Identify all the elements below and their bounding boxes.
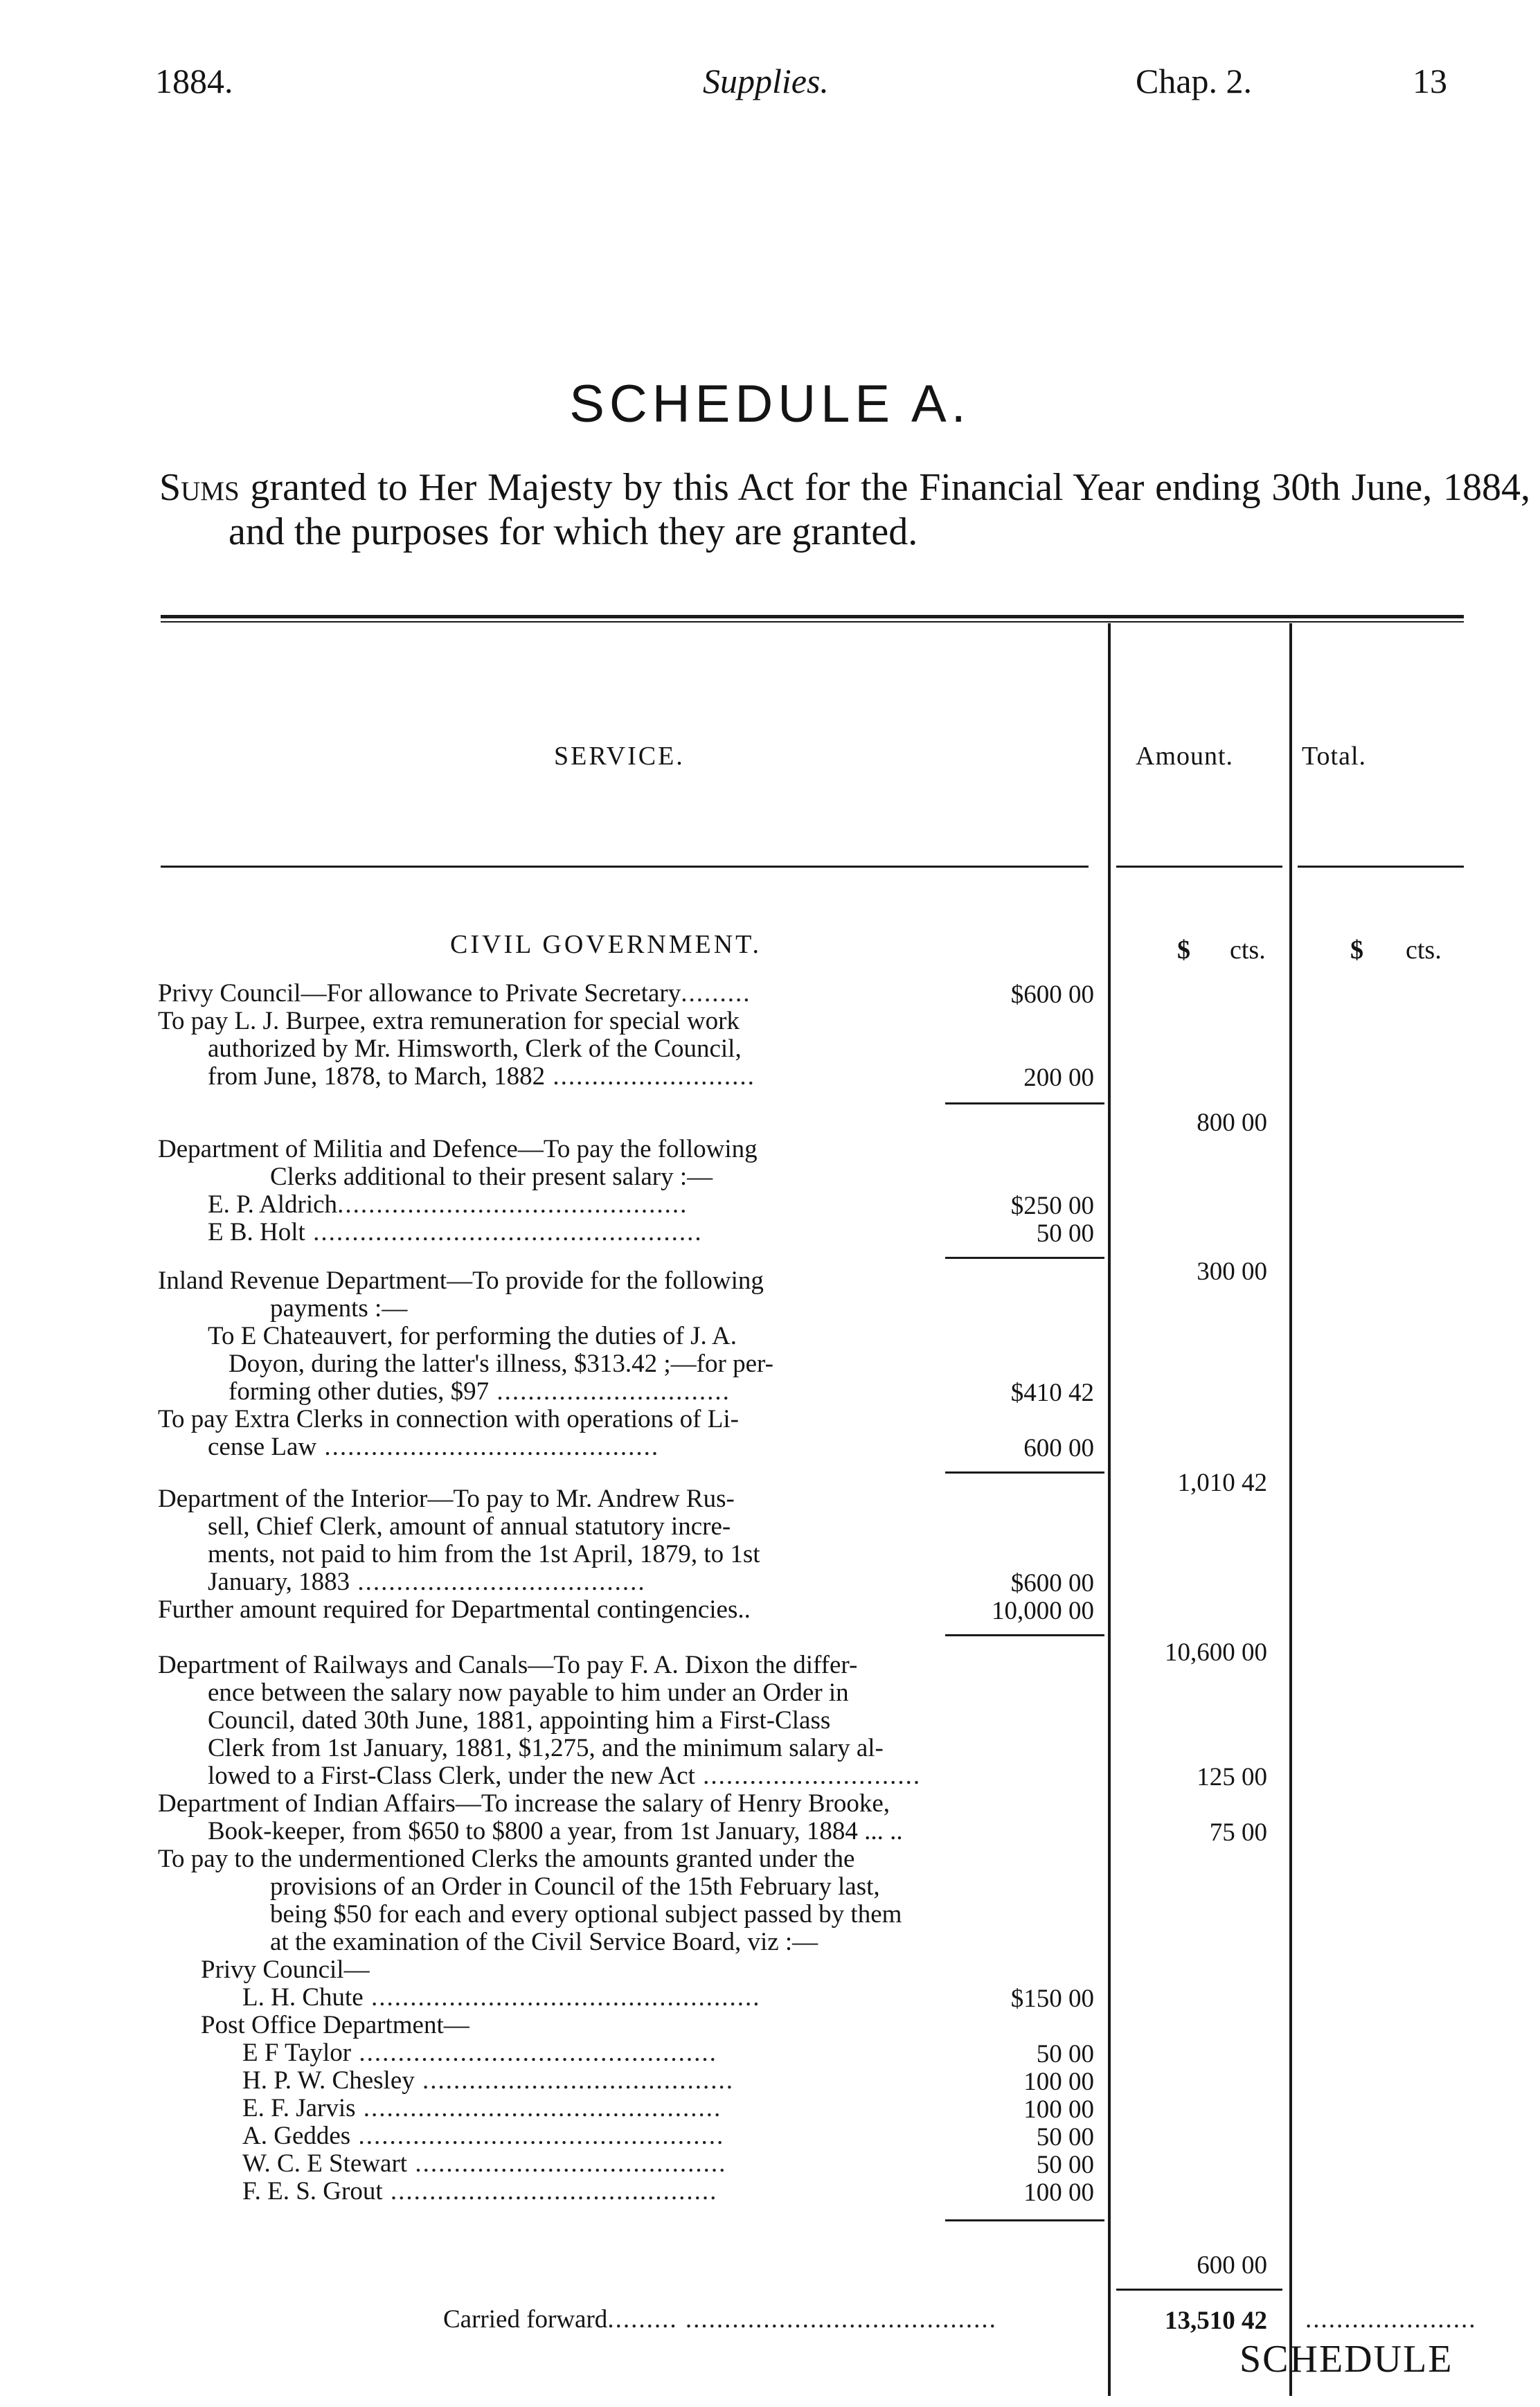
service-line: Book-keeper, from $650 to $800 a year, from 1st January, 1884 ... ..	[208, 1817, 903, 1845]
service-line: L. H. Chute ..................................................	[242, 1983, 761, 2012]
sub-amount: $410 42	[1010, 1379, 1094, 1407]
amount-privy-council: 800 00	[1197, 1109, 1267, 1137]
service-line: authorized by Mr. Himsworth, Clerk of the Council,	[208, 1035, 742, 1063]
service-line: Council, dated 30th June, 1881, appointing him a First-Class	[208, 1706, 831, 1735]
header-year: 1884.	[155, 62, 233, 100]
service-line: W. C. E Stewart ........................................	[242, 2149, 727, 2178]
sub-amount: 200 00	[1023, 1064, 1094, 1092]
service-line: lowed to a First-Class Clerk, under the new Act ............................	[208, 1762, 922, 1790]
service-line: Department of Indian Affairs—To increase the salary of Henry Brooke,	[158, 1789, 890, 1818]
schedule-title: SCHEDULE A.	[569, 375, 971, 433]
header-bottom-rule-total	[1298, 866, 1464, 868]
sub-amount: 600 00	[1023, 1434, 1094, 1462]
amount-inland-revenue: 1,010 42	[1177, 1469, 1267, 1497]
amount-indian-affairs: 75 00	[1209, 1818, 1267, 1847]
service-line: Clerk from 1st January, 1881, $1,275, and the minimum salary al-	[208, 1734, 884, 1762]
sub-amount: $250 00	[1010, 1192, 1094, 1220]
sub-amount: 50 00	[1036, 2040, 1094, 2068]
service-line: cense Law ...........................................	[208, 1433, 660, 1461]
table-top-rule-thin	[161, 621, 1464, 623]
carried-forward-label: Carried forward......... ........................................	[443, 2305, 997, 2334]
service-line: E. P. Aldrich.............................................	[208, 1190, 688, 1219]
sub-amount: 50 00	[1036, 2123, 1094, 2151]
catchword: SCHEDULE	[1239, 2338, 1453, 2381]
amount-interior: 10,600 00	[1165, 1638, 1267, 1667]
service-line: sell, Chief Clerk, amount of annual statutory incre-	[208, 1512, 731, 1541]
total-dollar-sign: $	[1350, 936, 1363, 965]
column-header-service: SERVICE.	[554, 742, 685, 771]
amount-clerks: 600 00	[1197, 2251, 1267, 2280]
amount-railways: 125 00	[1197, 1763, 1267, 1791]
service-line: To pay Extra Clerks in connection with operations of Li-	[158, 1405, 739, 1433]
column-divider-total	[1289, 623, 1292, 2396]
total-leader-dots: ......................	[1305, 2305, 1477, 2334]
service-line: payments :—	[270, 1294, 408, 1323]
service-line: To pay to the undermentioned Clerks the amounts granted under the	[158, 1845, 855, 1873]
header-chapter: Chap. 2.	[1136, 62, 1253, 100]
carried-forward-rule	[1116, 2289, 1282, 2291]
intro-text: granted to Her Majesty by this Act for the Financial Year ending 30th June, 1884, and the purposes for which they are granted.	[229, 466, 1530, 553]
subtotal-rule	[945, 1634, 1104, 1636]
column-header-total: Total.	[1302, 742, 1367, 771]
sub-amount: $150 00	[1010, 1985, 1094, 2013]
service-line: E B. Holt ..................................................	[208, 1218, 703, 1246]
service-line: To pay L. J. Burpee, extra remuneration for special work	[158, 1007, 740, 1035]
column-divider-amount	[1108, 623, 1111, 2396]
sub-amount: 10,000 00	[992, 1597, 1094, 1625]
service-line: F. E. S. Grout ..........................................	[242, 2177, 718, 2205]
header-bottom-rule	[161, 866, 1089, 868]
service-line: from June, 1878, to March, 1882 ..........................	[208, 1062, 755, 1091]
amount-dollar-sign: $	[1177, 936, 1190, 965]
total-cents-label: cts.	[1406, 936, 1442, 965]
service-line: Privy Council—For allowance to Private Secretary.........	[158, 979, 751, 1008]
service-line: January, 1883 .....................................	[208, 1568, 646, 1596]
service-line: Department of Militia and Defence—To pay the following	[158, 1135, 758, 1163]
table-top-rule	[161, 615, 1464, 618]
column-header-amount: Amount.	[1136, 742, 1234, 771]
service-line: Inland Revenue Department—To provide for the following	[158, 1267, 764, 1295]
subtotal-rule	[945, 1257, 1104, 1259]
service-line: ments, not paid to him from the 1st April, 1879, to 1st	[208, 1540, 760, 1568]
sub-amount: 100 00	[1023, 2095, 1094, 2124]
amount-cents-label: cts.	[1230, 936, 1266, 965]
service-line: A. Geddes ...............................................	[242, 2122, 725, 2150]
sub-amount: 50 00	[1036, 1219, 1094, 1248]
service-line: H. P. W. Chesley ........................................	[242, 2066, 735, 2095]
service-line: provisions of an Order in Council of the 15th February last,	[270, 1872, 880, 1901]
service-line: E F Taylor ..............................................	[242, 2039, 717, 2067]
header-title: Supplies.	[703, 62, 829, 100]
subtotal-rule	[945, 2219, 1104, 2221]
sub-amount: $600 00	[1010, 1569, 1094, 1598]
service-line: Department of Railways and Canals—To pay F. A. Dixon the differ-	[158, 1651, 858, 1679]
service-line: being $50 for each and every optional subject passed by them	[270, 1900, 902, 1929]
sub-amount: 100 00	[1023, 2068, 1094, 2096]
service-line: Further amount required for Departmental contingencies..	[158, 1595, 751, 1624]
service-line: forming other duties, $97 ..............................	[229, 1377, 731, 1406]
service-line: Post Office Department—	[201, 2011, 469, 2039]
service-line: Doyon, during the latter's illness, $313.42 ;—for per-	[229, 1350, 773, 1378]
service-line: Privy Council—	[201, 1956, 370, 1984]
header-bottom-rule-amount	[1116, 866, 1282, 868]
subtotal-rule	[945, 1471, 1104, 1474]
service-line: E. F. Jarvis ..............................................	[242, 2094, 722, 2122]
service-line: ence between the salary now payable to him under an Order in	[208, 1679, 849, 1707]
service-line: Clerks additional to their present salary :—	[270, 1163, 713, 1191]
subtotal-rule	[945, 1102, 1104, 1104]
page-number: 13	[1413, 62, 1447, 100]
service-line: at the examination of the Civil Service Board, viz :—	[270, 1928, 818, 1956]
amount-militia: 300 00	[1197, 1258, 1267, 1286]
section-title: CIVIL GOVERNMENT.	[450, 930, 762, 959]
intro-lead: Sums	[159, 466, 240, 509]
amount-carried-forward: 13,510 42	[1165, 2307, 1267, 2335]
sub-amount: 50 00	[1036, 2151, 1094, 2179]
intro-paragraph	[159, 465, 1530, 554]
sub-amount: 100 00	[1023, 2178, 1094, 2207]
service-line: Department of the Interior—To pay to Mr. Andrew Rus-	[158, 1485, 735, 1513]
service-line: To E Chateauvert, for performing the duties of J. A.	[208, 1322, 737, 1350]
sub-amount: $600 00	[1010, 981, 1094, 1009]
